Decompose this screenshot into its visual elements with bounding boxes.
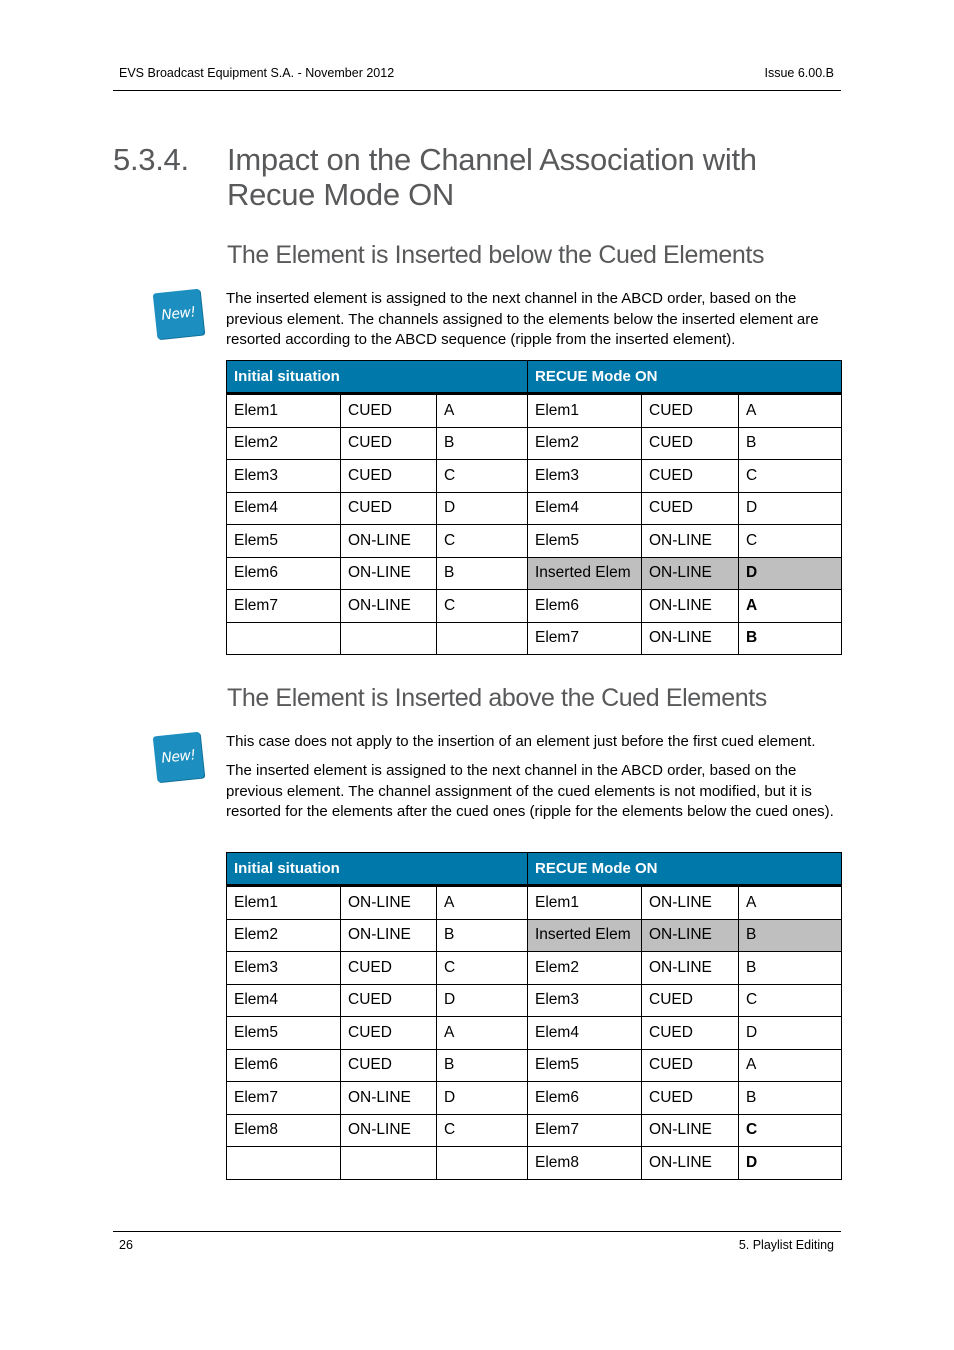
table-cell: B: [437, 427, 528, 460]
table-cell: A: [437, 394, 528, 428]
table-cell: Elem5: [227, 525, 341, 558]
paragraph-below: The inserted element is assigned to the next channel in the ABCD order, based on the previous element. The channels assigned to the elements below the inserted element are resorted according to the ABCD sequence (ripple from the inserted element).: [226, 290, 819, 348]
footer-rule: [113, 1231, 841, 1232]
table-cell: Elem1: [528, 394, 642, 428]
table-cell: ON-LINE: [341, 1082, 437, 1115]
table-row: [227, 460, 842, 493]
table-cell: Elem3: [227, 460, 341, 493]
footer-chapter: 5. Playlist Editing: [738, 1238, 834, 1252]
table-cell: A: [437, 1017, 528, 1050]
table-row: [227, 622, 842, 655]
table-cell: Elem6: [528, 1082, 642, 1115]
table-row: [227, 1114, 842, 1147]
table-row: [227, 1049, 842, 1082]
table-cell: B: [739, 622, 842, 655]
table-cell: CUED: [642, 1082, 739, 1115]
table-cell: ON-LINE: [341, 590, 437, 623]
table-cell: [227, 1147, 341, 1180]
table-row: [227, 394, 842, 428]
table-cell: C: [739, 984, 842, 1017]
table-row: [227, 1147, 842, 1180]
table-cell: Elem3: [528, 460, 642, 493]
table-cell: Elem7: [227, 590, 341, 623]
table-cell: C: [437, 952, 528, 985]
table-cell: Elem4: [227, 492, 341, 525]
new-badge-label: New!: [160, 304, 197, 324]
table-cell: CUED: [341, 1049, 437, 1082]
table-cell: CUED: [642, 984, 739, 1017]
table-cell: Elem3: [227, 952, 341, 985]
table-cell: A: [739, 1049, 842, 1082]
table-row: [227, 886, 842, 920]
new-badge-icon: [153, 289, 205, 340]
table-cell: D: [437, 492, 528, 525]
table-cell: CUED: [642, 460, 739, 493]
header-issue: Issue 6.00.B: [764, 66, 834, 80]
table-header-row: [227, 853, 842, 886]
table-cell: ON-LINE: [642, 1147, 739, 1180]
table-cell: B: [437, 919, 528, 952]
table-row: [227, 590, 842, 623]
table-cell: CUED: [341, 952, 437, 985]
table-cell: [341, 622, 437, 655]
table-cell: Elem4: [227, 984, 341, 1017]
table-inserted-above: [226, 852, 842, 1180]
table-cell: [437, 1147, 528, 1180]
table-row: [227, 952, 842, 985]
table-cell: ON-LINE: [642, 622, 739, 655]
header-recue-mode-on: RECUE Mode ON: [528, 853, 842, 886]
table-cell: ON-LINE: [341, 525, 437, 558]
table-cell: B: [437, 1049, 528, 1082]
table-cell: [227, 622, 341, 655]
section-number: 5.3.4.: [113, 142, 189, 177]
header-document-info: EVS Broadcast Equipment S.A. - November 2012: [119, 66, 395, 80]
table-cell: Elem8: [227, 1114, 341, 1147]
footer-page-number: 26: [119, 1238, 133, 1252]
table-cell: Elem4: [528, 492, 642, 525]
table-cell: Elem5: [528, 1049, 642, 1082]
table-cell: D: [739, 1017, 842, 1050]
subsection-title-above: The Element is Inserted above the Cued Elements: [227, 684, 767, 712]
table-row: [227, 1017, 842, 1050]
table-row: [227, 919, 842, 952]
table-cell: B: [739, 919, 842, 952]
table-cell: C: [437, 590, 528, 623]
table-cell: Elem6: [528, 590, 642, 623]
table-row: [227, 492, 842, 525]
table-cell: Elem2: [528, 427, 642, 460]
table-row: [227, 427, 842, 460]
table-cell: CUED: [341, 460, 437, 493]
table-cell: D: [739, 557, 842, 590]
table-cell: ON-LINE: [341, 919, 437, 952]
table-cell: Elem2: [528, 952, 642, 985]
section-title: Impact on the Channel Association with Recue Mode ON: [227, 142, 757, 212]
table-cell: D: [437, 1082, 528, 1115]
table-cell: Elem2: [227, 427, 341, 460]
table-cell: CUED: [642, 1017, 739, 1050]
table-cell: Elem7: [528, 622, 642, 655]
table-cell: CUED: [642, 427, 739, 460]
header-recue-mode-on: RECUE Mode ON: [528, 361, 842, 394]
table-cell: ON-LINE: [642, 919, 739, 952]
table-cell: A: [437, 886, 528, 920]
header-rule: [113, 90, 841, 91]
table-cell: B: [437, 557, 528, 590]
header-initial-situation: Initial situation: [227, 853, 528, 886]
table-cell: C: [739, 460, 842, 493]
table-cell: A: [739, 886, 842, 920]
table-cell: ON-LINE: [642, 557, 739, 590]
table-cell: C: [437, 525, 528, 558]
table-cell: C: [739, 525, 842, 558]
table-cell: ON-LINE: [642, 590, 739, 623]
table-cell: CUED: [341, 394, 437, 428]
table-cell: CUED: [642, 492, 739, 525]
table-cell: D: [739, 492, 842, 525]
table-cell: Elem4: [528, 1017, 642, 1050]
table-cell: CUED: [642, 394, 739, 428]
table-cell: CUED: [341, 492, 437, 525]
table-row: [227, 525, 842, 558]
table-cell: CUED: [341, 984, 437, 1017]
table-cell: Elem6: [227, 557, 341, 590]
table-cell: D: [739, 1147, 842, 1180]
table-cell: CUED: [341, 427, 437, 460]
table-cell: Elem8: [528, 1147, 642, 1180]
table-row: [227, 1082, 842, 1115]
paragraph-above: The inserted element is assigned to the next channel in the ABCD order, based on the previous element. The channel assignment of the cued elements is not modified, but it is resorted for the elements after the cued ones (ripple for the elements below the cued ones).: [226, 762, 834, 820]
table-cell: Elem1: [528, 886, 642, 920]
table-cell: Elem2: [227, 919, 341, 952]
table-cell: ON-LINE: [341, 1114, 437, 1147]
table-cell: Inserted Elem: [528, 557, 642, 590]
table-row: [227, 557, 842, 590]
table-cell: Elem7: [528, 1114, 642, 1147]
header-initial-situation: Initial situation: [227, 361, 528, 394]
table-cell: C: [437, 1114, 528, 1147]
table-cell: B: [739, 952, 842, 985]
table-cell: B: [739, 1082, 842, 1115]
table-cell: Elem3: [528, 984, 642, 1017]
table-header-row: [227, 361, 842, 394]
table-cell: B: [739, 427, 842, 460]
new-badge-label: New!: [160, 747, 197, 767]
table-cell: C: [739, 1114, 842, 1147]
table-cell: Elem1: [227, 886, 341, 920]
table-cell: ON-LINE: [642, 886, 739, 920]
table-cell: ON-LINE: [341, 886, 437, 920]
table-cell: Elem1: [227, 394, 341, 428]
table-cell: Inserted Elem: [528, 919, 642, 952]
table-cell: CUED: [642, 1049, 739, 1082]
table-inserted-below: [226, 360, 842, 655]
new-badge-icon: [153, 732, 205, 783]
table-cell: ON-LINE: [341, 557, 437, 590]
table-cell: Elem6: [227, 1049, 341, 1082]
table-cell: D: [437, 984, 528, 1017]
subsection-title-below: The Element is Inserted below the Cued Elements: [227, 241, 765, 269]
table-cell: CUED: [341, 1017, 437, 1050]
table-cell: ON-LINE: [642, 525, 739, 558]
table-cell: ON-LINE: [642, 952, 739, 985]
table-cell: Elem5: [227, 1017, 341, 1050]
table-cell: Elem5: [528, 525, 642, 558]
table-cell: A: [739, 394, 842, 428]
paragraph-above-note: This case does not apply to the insertion of an element just before the first cued element.: [226, 733, 816, 750]
table-cell: A: [739, 590, 842, 623]
table-cell: [437, 622, 528, 655]
table-cell: C: [437, 460, 528, 493]
table-cell: [341, 1147, 437, 1180]
table-cell: Elem7: [227, 1082, 341, 1115]
table-cell: ON-LINE: [642, 1114, 739, 1147]
table-row: [227, 984, 842, 1017]
